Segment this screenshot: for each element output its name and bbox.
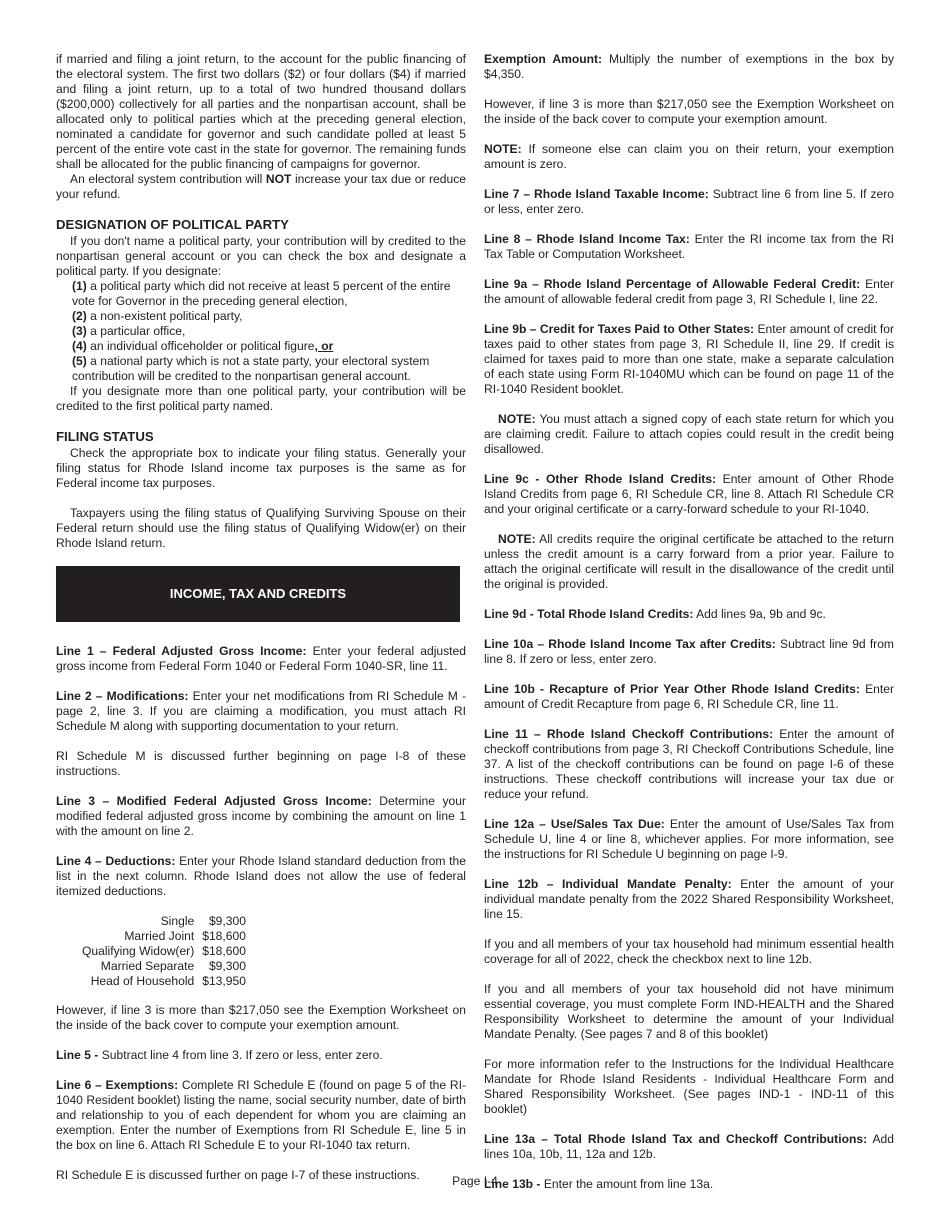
filing-status-paragraph-2: Taxpayers using the filing status of Qualifying Surviving Spouse on their Federal return should use the filing status of Qualifying Widow(er) on their Rhode Island return. <box>56 506 466 550</box>
list-item: (3) a particular office, <box>72 324 186 338</box>
coverage-paragraph: If you and all members of your tax household had minimum essential health coverage for all of 2022, check the checkbox next to line 12b. <box>484 937 894 966</box>
exemption-amount-instruction: Exemption Amount: Multiply the number of exemptions in the box by $4,350. <box>484 52 894 81</box>
right-column <box>484 52 894 1207</box>
deduction-amount: $9,300 <box>208 959 246 973</box>
political-party-intro: If you don't name a political party, your contribution will by credited to the nonpartisan general account or you can check the box and designate a political party. If you designate: <box>56 234 466 278</box>
table-row <box>82 974 246 989</box>
line-2-instruction: Line 2 – Modifications: Enter your net modifications from RI Schedule M - page 2, line 3. If you are claiming a modification, you must attach RI Schedule M along with supporting documentation to your return. <box>56 689 466 733</box>
list-item: (2) a non-existent political party, <box>72 309 243 323</box>
list-item: (1) a political party which did not receive at least 5 percent of the entire vote for Governor in the preceding general election, <box>72 279 451 308</box>
table-row <box>82 929 246 944</box>
deduction-amount: $13,950 <box>202 974 246 988</box>
certificate-note: NOTE: All credits require the original certificate be attached to the return unless the credit amount is a carry forward from a prior year. Failure to attach the original certificate will result in the disallowance of the credit until the original is provided. <box>484 532 894 591</box>
section-banner: INCOME, TAX AND CREDITS <box>56 566 460 622</box>
deduction-label: Married Joint <box>124 929 195 943</box>
line-11-instruction: Line 11 – Rhode Island Checkoff Contributions: Enter the amount of checkoff contributions from page 3, RI Checkoff Contributions Schedule, line 37. A list of the checkoff contributions can be found on page I-6 of these instructions. These checkoff contributions will increase your tax due or reduce your refund. <box>484 727 894 801</box>
filing-status-heading: FILING STATUS <box>56 429 154 444</box>
line-8-instruction: Line 8 – Rhode Island Income Tax: Enter the RI income tax from the RI Tax Table or Computation Worksheet. <box>484 232 894 261</box>
coverage-paragraph-3: For more information refer to the Instructions for the Individual Healthcare Mandate for Rhode Island Residents - Individual Healthcare Form and Shared Responsibility Worksheet. (See pages IND-1 - IND-11 of this booklet) <box>484 1057 894 1116</box>
deduction-label: Qualifying Widow(er) <box>82 944 195 958</box>
line-1-instruction: Line 1 – Federal Adjusted Gross Income: Enter your federal adjusted gross income from Federal Form 1040 or Federal Form 1040-SR, line 11. <box>56 644 466 673</box>
line-13b-instruction: Line 13b - Enter the amount from line 13a. <box>484 1177 714 1191</box>
political-party-heading: DESIGNATION OF POLITICAL PARTY <box>56 217 289 232</box>
deduction-amount: $9,300 <box>208 914 246 928</box>
line-12b-instruction: Line 12b – Individual Mandate Penalty: Enter the amount of your individual mandate penalty from the 2022 Shared Responsibility Worksheet, line 15. <box>484 877 894 921</box>
deduction-label: Single <box>160 914 195 928</box>
credit-note: NOTE: You must attach a signed copy of each state return for which you are claiming credit. Failure to attach copies could result in the credit being disallowed. <box>484 412 894 456</box>
schedule-e-note: RI Schedule E is discussed further on page I-7 of these instructions. <box>56 1168 420 1182</box>
coverage-paragraph-2: If you and all members of your tax household did not have minimum essential coverage, you must complete Form IND-HEALTH and the Shared Responsibility Worksheet to determine the amount of your Individual Mandate Penalty. (See pages 7 and 8 of this booklet) <box>484 982 894 1041</box>
intro-paragraph: if married and filing a joint return, to the account for the public financing of the electoral system. The first two dollars ($2) or four dollars ($4) if married and filing a joint return, up to a total of two hundred thousand dollars ($200,000) collectively for all parties and the nonpartisan account, shall be allocated only to political parties which at the preceding general election, nominated a candidate for governor and such candidate polled at least 5 percent of the entire vote cast in the state for governor. The remaining funds shall be allocated for the public financing of campaigns for governor. <box>56 52 466 171</box>
line-5-instruction: Line 5 - Subtract line 4 from line 3. If zero or less, enter zero. <box>56 1048 383 1062</box>
list-item: (4) an individual officeholder or political figure, or <box>72 339 334 353</box>
exemption-note: NOTE: If someone else can claim you on their return, your exemption amount is zero. <box>484 142 894 171</box>
line-12a-instruction: Line 12a – Use/Sales Tax Due: Enter the amount of Use/Sales Tax from Schedule U, line 4 or line 8, whichever applies. For more information, see the instructions for RI Schedule U beginning on page I-9. <box>484 817 894 861</box>
line-7-instruction: Line 7 – Rhode Island Taxable Income: Subtract line 6 from line 5. If zero or less, enter zero. <box>484 187 894 216</box>
standard-deduction-table <box>82 914 246 989</box>
exemption-worksheet-note: However, if line 3 is more than $217,050 see the Exemption Worksheet on the inside of the back cover to compute your exemption amount. <box>484 97 894 126</box>
intro-paragraph-2: An electoral system contribution will NOT increase your tax due or reduce your refund. <box>56 172 466 201</box>
left-column <box>56 52 466 1198</box>
line-9c-instruction: Line 9c - Other Rhode Island Credits: Enter amount of Other Rhode Island Credits from page 6, RI Schedule CR, line 8. Attach RI Schedule CR and your original certificate or a carry-forward schedule to your RI-1040. <box>484 472 894 516</box>
political-party-outro: If you designate more than one political party, your contribution will be credited to the first political party named. <box>56 384 466 413</box>
list-item: (5) a national party which is not a state party, your electoral system contribution will be credited to the nonpartisan general account. <box>72 354 430 383</box>
line-9d-instruction: Line 9d - Total Rhode Island Credits: Add lines 9a, 9b and 9c. <box>484 607 826 621</box>
deduction-label: Head of Household <box>90 974 195 988</box>
line-3-instruction: Line 3 – Modified Federal Adjusted Gross Income: Determine your modified federal adjusted gross income by combining the amount on line 1 with the amount on line 2. <box>56 794 466 838</box>
deduction-amount: $18,600 <box>202 944 246 958</box>
line-9b-instruction: Line 9b – Credit for Taxes Paid to Other States: Enter amount of credit for taxes paid to other states from page 3, RI Schedule II, line 29. If credit is claimed for taxes paid to more than one state, make a separate calculation of each state using Form RI-1040MU which can be found on page 11 of the RI-1040 Resident booklet. <box>484 322 894 396</box>
line-13a-instruction: Line 13a – Total Rhode Island Tax and Checkoff Contributions: Add lines 10a, 10b, 11, 12a and 12b. <box>484 1132 894 1161</box>
line-10a-instruction: Line 10a – Rhode Island Income Tax after Credits: Subtract line 9d from line 8. If zero or less, enter zero. <box>484 637 895 666</box>
line-10b-instruction: Line 10b - Recapture of Prior Year Other Rhode Island Credits: Enter amount of Credit Recapture from page 6, RI Schedule CR, line 11. <box>484 682 894 711</box>
table-row <box>82 914 246 929</box>
political-party-list <box>56 279 466 384</box>
deduction-amount: $18,600 <box>202 929 246 943</box>
line-9a-instruction: Line 9a – Rhode Island Percentage of Allowable Federal Credit: Enter the amount of allowable federal credit from page 3, RI Schedule I, line 22. <box>484 277 894 306</box>
schedule-m-note: RI Schedule M is discussed further beginning on page I-8 of these instructions. <box>56 749 466 778</box>
filing-status-paragraph: Check the appropriate box to indicate your filing status. Generally your filing status for Rhode Island income tax purposes is the same as for Federal income tax purposes. <box>56 446 466 490</box>
table-row <box>82 944 246 959</box>
line-4-instruction: Line 4 – Deductions: Enter your Rhode Island standard deduction from the list in the next column. Rhode Island does not allow the use of federal itemized deductions. <box>56 854 466 898</box>
deduction-label: Married Separate <box>100 959 195 973</box>
deduction-worksheet-note: However, if line 3 is more than $217,050 see the Exemption Worksheet on the inside of the back cover to compute your exemption amount. <box>56 1003 466 1032</box>
page-number: Page I-4 <box>452 1174 498 1188</box>
table-row <box>82 959 246 974</box>
line-6-instruction: Line 6 – Exemptions: Complete RI Schedule E (found on page 5 of the RI-1040 Resident booklet) listing the name, social security number, date of birth and relationship to you of each dependent for whom you are claiming an exemption. Enter the number of Exemptions from RI Schedule E, line 5 in the box on line 6. Attach RI Schedule E to your RI-1040 tax return. <box>56 1078 466 1152</box>
